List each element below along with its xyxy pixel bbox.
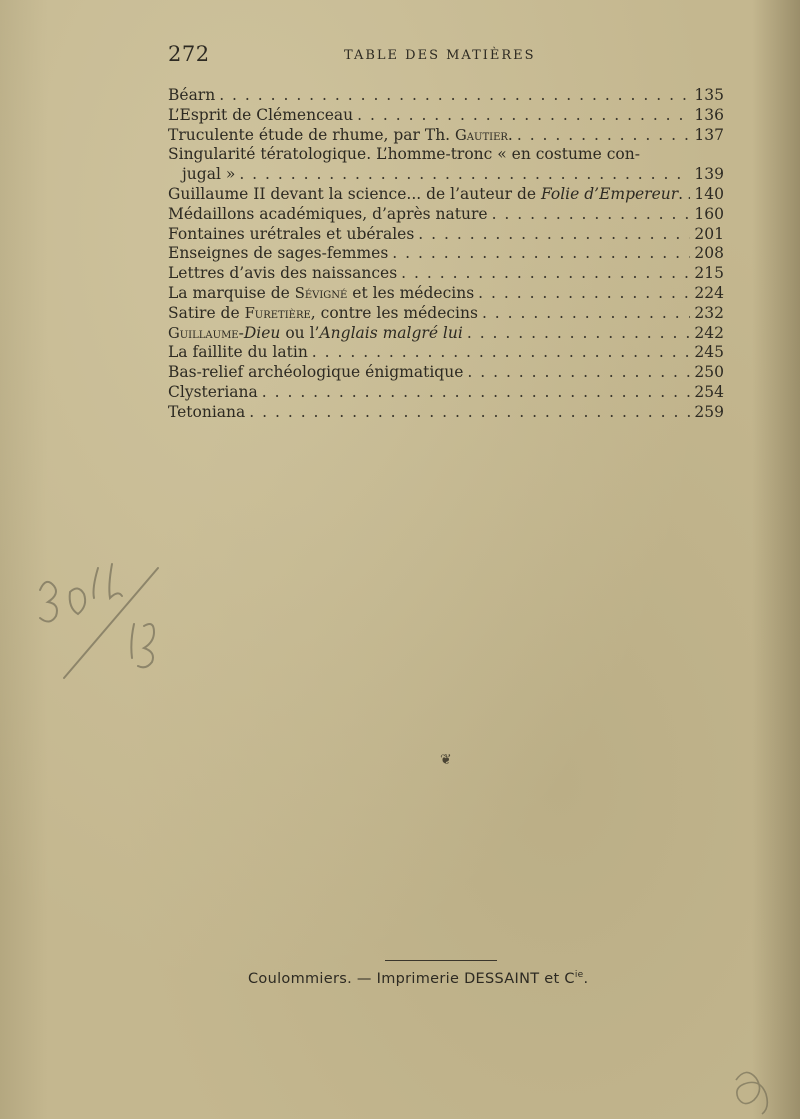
imprint-superscript: ie <box>574 970 584 980</box>
dot-leader <box>249 403 690 423</box>
toc-title-segment: L’Esprit de Clémenceau <box>168 105 354 124</box>
dot-leader <box>478 284 690 304</box>
pencil-mark <box>728 1060 778 1115</box>
toc-title-segment: La faillite du latin <box>168 343 308 362</box>
toc-title-segment: La marquise de <box>168 283 295 302</box>
toc-entry-title <box>168 86 215 106</box>
dot-leader <box>492 205 691 225</box>
toc-title-segment: , contre les médecins <box>310 303 478 322</box>
dot-leader <box>401 264 690 284</box>
dot-leader <box>687 185 690 205</box>
toc-entry-title <box>168 304 478 324</box>
toc-entry <box>168 126 724 146</box>
toc-title-segment: Béarn <box>168 86 216 104</box>
dot-leader <box>467 363 690 383</box>
toc-entry-title <box>168 225 414 245</box>
toc-entry <box>168 264 724 284</box>
toc-entry-title <box>168 403 245 423</box>
toc-entry-page: 201 <box>694 224 724 243</box>
toc-entry <box>168 86 724 106</box>
toc-title-segment: Sévigné <box>294 284 348 302</box>
toc-entry <box>168 165 724 185</box>
toc-entry-title <box>168 126 513 146</box>
toc-entry-page: 208 <box>694 244 724 263</box>
toc-entry-title <box>168 205 488 225</box>
dot-leader <box>418 225 690 245</box>
dot-leader <box>482 304 690 324</box>
imprint-trailing: . <box>583 970 589 987</box>
footer-rule <box>385 960 497 961</box>
toc-entry-page: 254 <box>694 382 724 401</box>
toc-entry <box>168 304 724 324</box>
toc-entry-page: 215 <box>694 264 724 283</box>
toc-entry-title <box>168 383 258 403</box>
toc-entry <box>168 324 724 344</box>
toc-entry-title <box>168 165 235 185</box>
dot-leader <box>262 383 691 403</box>
toc-entry <box>168 185 724 205</box>
toc-entry-page: 136 <box>694 105 724 124</box>
toc-title-segment: Bas-relief archéologique énigmatique <box>168 363 464 382</box>
toc-entry-title <box>168 185 683 205</box>
dot-leader <box>517 126 691 146</box>
toc-title-segment: Fontaines urétrales et ubérales <box>168 224 415 243</box>
toc-entry <box>168 106 724 126</box>
toc-title-segment: Satire de <box>168 303 245 322</box>
toc-entry-page: 242 <box>694 323 724 342</box>
toc-entry <box>168 403 724 423</box>
toc-entry <box>168 383 724 403</box>
dot-leader <box>312 343 691 363</box>
toc-entry <box>168 205 724 225</box>
toc-title-segment: - <box>238 323 244 342</box>
toc-entry-title <box>168 145 640 165</box>
toc-entry-title <box>168 363 463 383</box>
ornament-icon: ❦ <box>440 752 452 768</box>
toc-entry-page: 135 <box>694 86 724 104</box>
imprint-text: Coulommiers. — Imprimerie DESSAINT et C <box>248 970 575 987</box>
toc-title-segment: Tetoniana <box>168 402 246 421</box>
toc-entry-page: 224 <box>694 283 724 302</box>
toc-entry-page: 250 <box>694 363 724 382</box>
toc-entry <box>168 343 724 363</box>
toc-title-segment: Folie d’Empereur <box>540 184 679 203</box>
toc-title-segment: Médaillons académiques, d’après nature <box>168 204 488 223</box>
toc-title-segment: Enseignes de sages-femmes <box>168 244 389 263</box>
toc-entry <box>168 225 724 245</box>
toc-entry-page: 259 <box>694 402 724 421</box>
toc-entry-title <box>168 284 474 304</box>
dot-leader <box>219 86 690 106</box>
toc-title-segment: Clysteriana <box>168 382 258 401</box>
dot-leader <box>467 324 691 344</box>
toc-title-segment: Singularité tératologique. L’homme-tronc « en costume con- <box>168 145 640 164</box>
toc-title-segment: et les médecins <box>347 283 475 302</box>
toc-entry-title <box>168 244 388 264</box>
toc-title-segment: Guillaume <box>168 324 239 342</box>
toc-title-segment: Furetière <box>244 304 311 322</box>
toc-entry-title <box>168 324 463 344</box>
toc-title-segment: Lettres d’avis des naissances <box>168 264 398 283</box>
running-title: TABLE DES MATIÈRES <box>344 48 536 63</box>
toc-entry-title <box>168 343 308 363</box>
toc-entry-title <box>168 264 397 284</box>
toc-entry-title <box>168 106 353 126</box>
toc-entry-page: 232 <box>694 303 724 322</box>
toc-title-segment: Dieu <box>243 323 281 342</box>
toc-entry-page: 140 <box>694 184 724 203</box>
toc-entry-page: 160 <box>694 204 724 223</box>
printer-imprint <box>248 970 588 987</box>
toc-entry <box>168 363 724 383</box>
dot-leader <box>239 165 690 185</box>
toc-title-segment: Truculente étude de rhume, par Th. <box>168 125 456 144</box>
toc-entry-page: 139 <box>694 165 724 184</box>
toc-title-segment: . <box>678 184 684 203</box>
toc-entry-page: 245 <box>694 343 724 362</box>
table-of-contents <box>168 86 724 423</box>
handwritten-annotation <box>30 540 170 690</box>
toc-title-segment: . <box>507 125 513 144</box>
toc-entry <box>168 145 724 165</box>
dot-leader <box>392 244 690 264</box>
toc-entry <box>168 284 724 304</box>
toc-title-segment: jugal » <box>182 165 236 184</box>
page-number: 272 <box>168 42 210 66</box>
toc-title-segment: ou l’ <box>280 323 320 342</box>
dot-leader <box>357 106 690 126</box>
toc-title-segment: Anglais malgré lui <box>319 323 463 342</box>
toc-entry-page: 137 <box>694 125 724 144</box>
toc-title-segment: Gautier <box>455 126 508 144</box>
toc-entry <box>168 244 724 264</box>
toc-title-segment: Guillaume II devant la science... de l’auteur de <box>168 184 541 203</box>
